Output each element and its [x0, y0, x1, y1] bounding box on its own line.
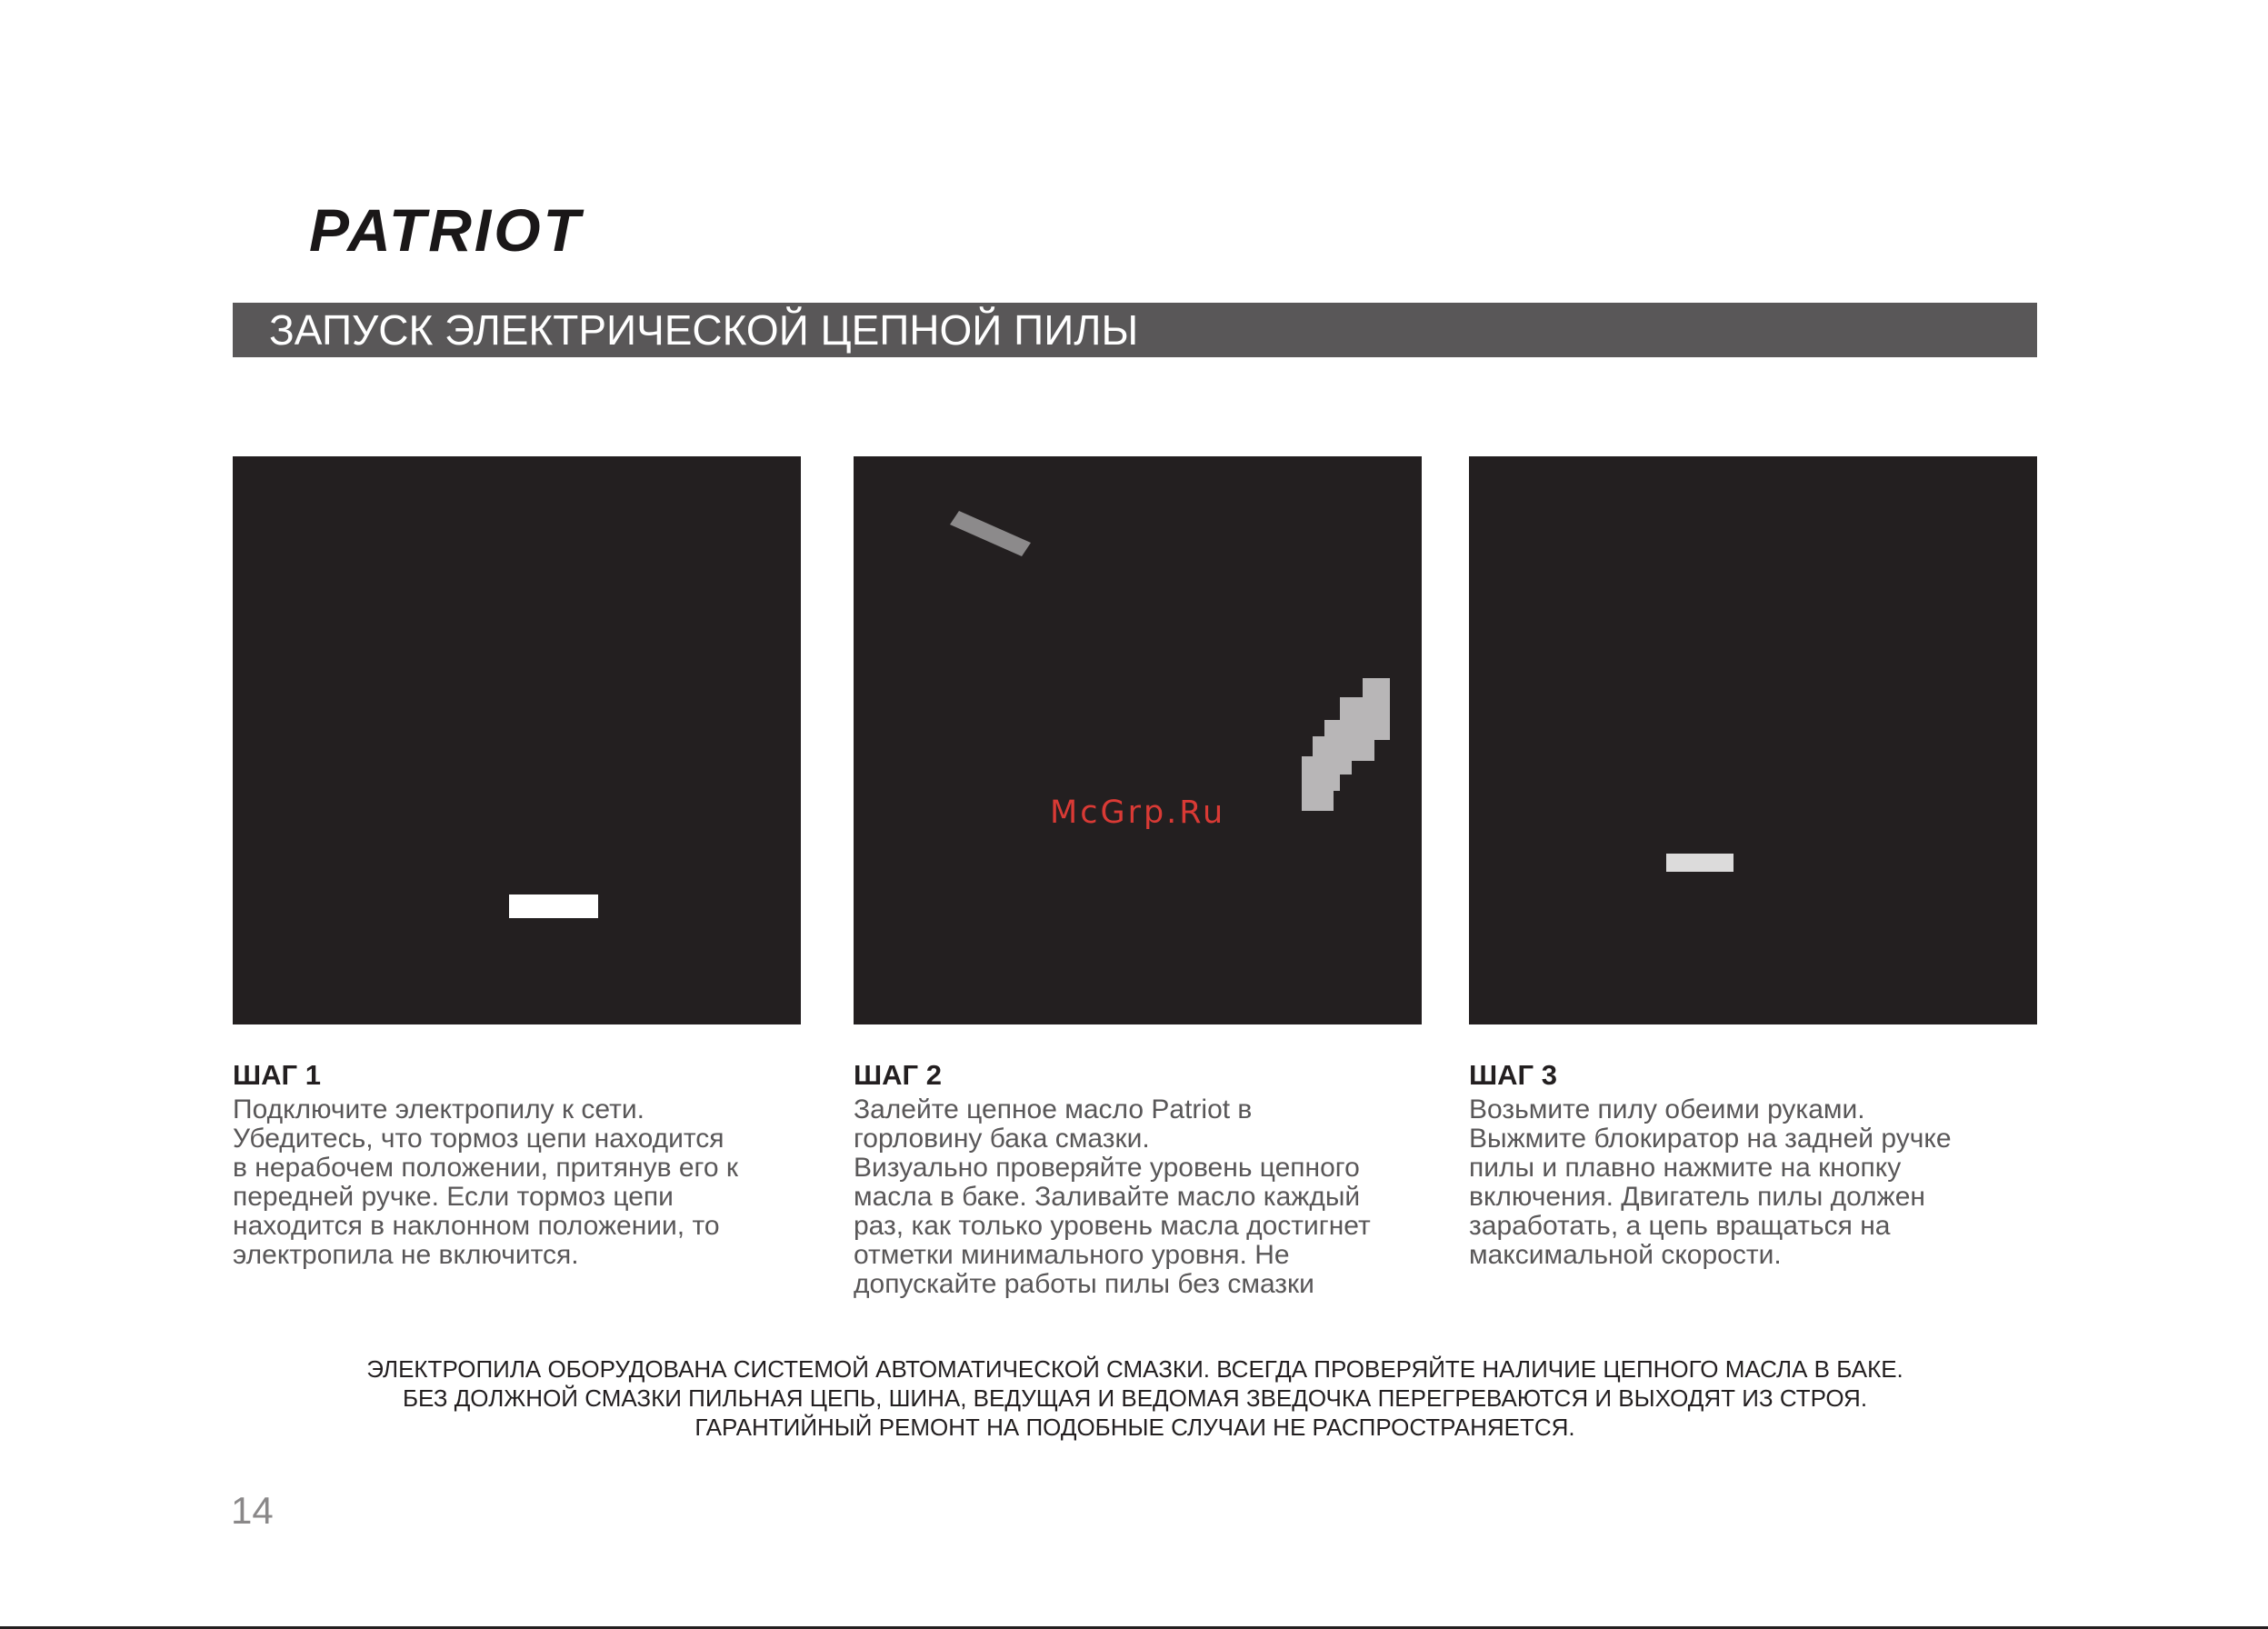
step-2 [854, 1057, 1435, 1299]
step-3-line: включения. Двигатель пилы должен [1469, 1182, 1925, 1212]
image-2-blocky-shape [1302, 678, 1390, 811]
step-3-image [1469, 456, 2037, 1024]
notice-line: ЭЛЕКТРОПИЛА ОБОРУДОВАНА СИСТЕМОЙ АВТОМАТИЧЕСКОЙ СМАЗКИ. ВСЕГДА ПРОВЕРЯЙТЕ НАЛИЧИЕ ЦЕПНОГО МАСЛА В БАКЕ. [366, 1355, 1903, 1383]
step-3-line: Возьмите пилу обеими руками. [1469, 1094, 1865, 1124]
step-3-line: заработать, а цепь вращаться на [1469, 1211, 1891, 1241]
page-number: 14 [231, 1489, 274, 1532]
step-2-line: отметки минимального уровня. Не [854, 1240, 1290, 1270]
step-3-line: пилы и плавно нажмите на кнопку [1469, 1153, 1902, 1183]
step-2-line: горловину бака смазки. [854, 1124, 1150, 1154]
step-2-line: Залейте цепное масло Patriot в [854, 1094, 1253, 1124]
step-1-line: передней ручке. Если тормоз цепи [233, 1182, 674, 1212]
step-1-image [233, 456, 801, 1024]
patriot-logo [309, 198, 654, 260]
lubrication-notice [233, 1354, 2037, 1442]
step-3 [1469, 1057, 2051, 1270]
step-1-line: Подключите электропилу к сети. [233, 1094, 644, 1124]
step-1-text [233, 1095, 814, 1270]
step-1 [233, 1057, 814, 1270]
step-3-title: ШАГ 3 [1469, 1059, 1557, 1091]
image-3-highlight [1666, 854, 1733, 872]
step-2-title: ШАГ 2 [854, 1059, 942, 1091]
watermark: McGrp.Ru [1050, 795, 1226, 831]
step-3-line: максимальной скорости. [1469, 1240, 1782, 1270]
step-1-line: в нерабочем положении, притянув его к [233, 1153, 738, 1183]
step-1-line: электропила не включится. [233, 1240, 579, 1270]
step-3-text [1469, 1095, 2051, 1270]
step-2-line: масла в баке. Заливайте масло каждый [854, 1182, 1361, 1212]
step-2-image [854, 456, 1422, 1024]
image-1-highlight [509, 894, 598, 918]
step-2-line: Визуально проверяйте уровень цепного [854, 1153, 1360, 1183]
notice-line: ГАРАНТИЙНЫЙ РЕМОНТ НА ПОДОБНЫЕ СЛУЧАИ НЕ РАСПРОСТРАНЯЕТСЯ. [694, 1414, 1575, 1441]
notice-line: БЕЗ ДОЛЖНОЙ СМАЗКИ ПИЛЬНАЯ ЦЕПЬ, ШИНА, ВЕДУЩАЯ И ВЕДОМАЯ ЗВЕДОЧКА ПЕРЕГРЕВАЮТСЯ И ВЫХОДЯТ ИЗ СТРОЯ. [402, 1384, 1868, 1412]
step-1-title: ШАГ 1 [233, 1059, 321, 1091]
step-2-line: допускайте работы пилы без смазки [854, 1269, 1314, 1299]
step-2-line: раз, как только уровень масла достигнет [854, 1211, 1371, 1241]
logo-text: PATRIOT [309, 198, 583, 260]
step-2-text [854, 1095, 1435, 1299]
step-1-line: находится в наклонном положении, то [233, 1211, 720, 1241]
image-2-bar-shape [950, 511, 1031, 556]
step-1-line: Убедитесь, что тормоз цепи находится [233, 1124, 724, 1154]
step-3-line: Выжмите блокиратор на задней ручке [1469, 1124, 1952, 1154]
section-title: ЗАПУСК ЭЛЕКТРИЧЕСКОЙ ЦЕПНОЙ ПИЛЫ [233, 303, 2037, 357]
